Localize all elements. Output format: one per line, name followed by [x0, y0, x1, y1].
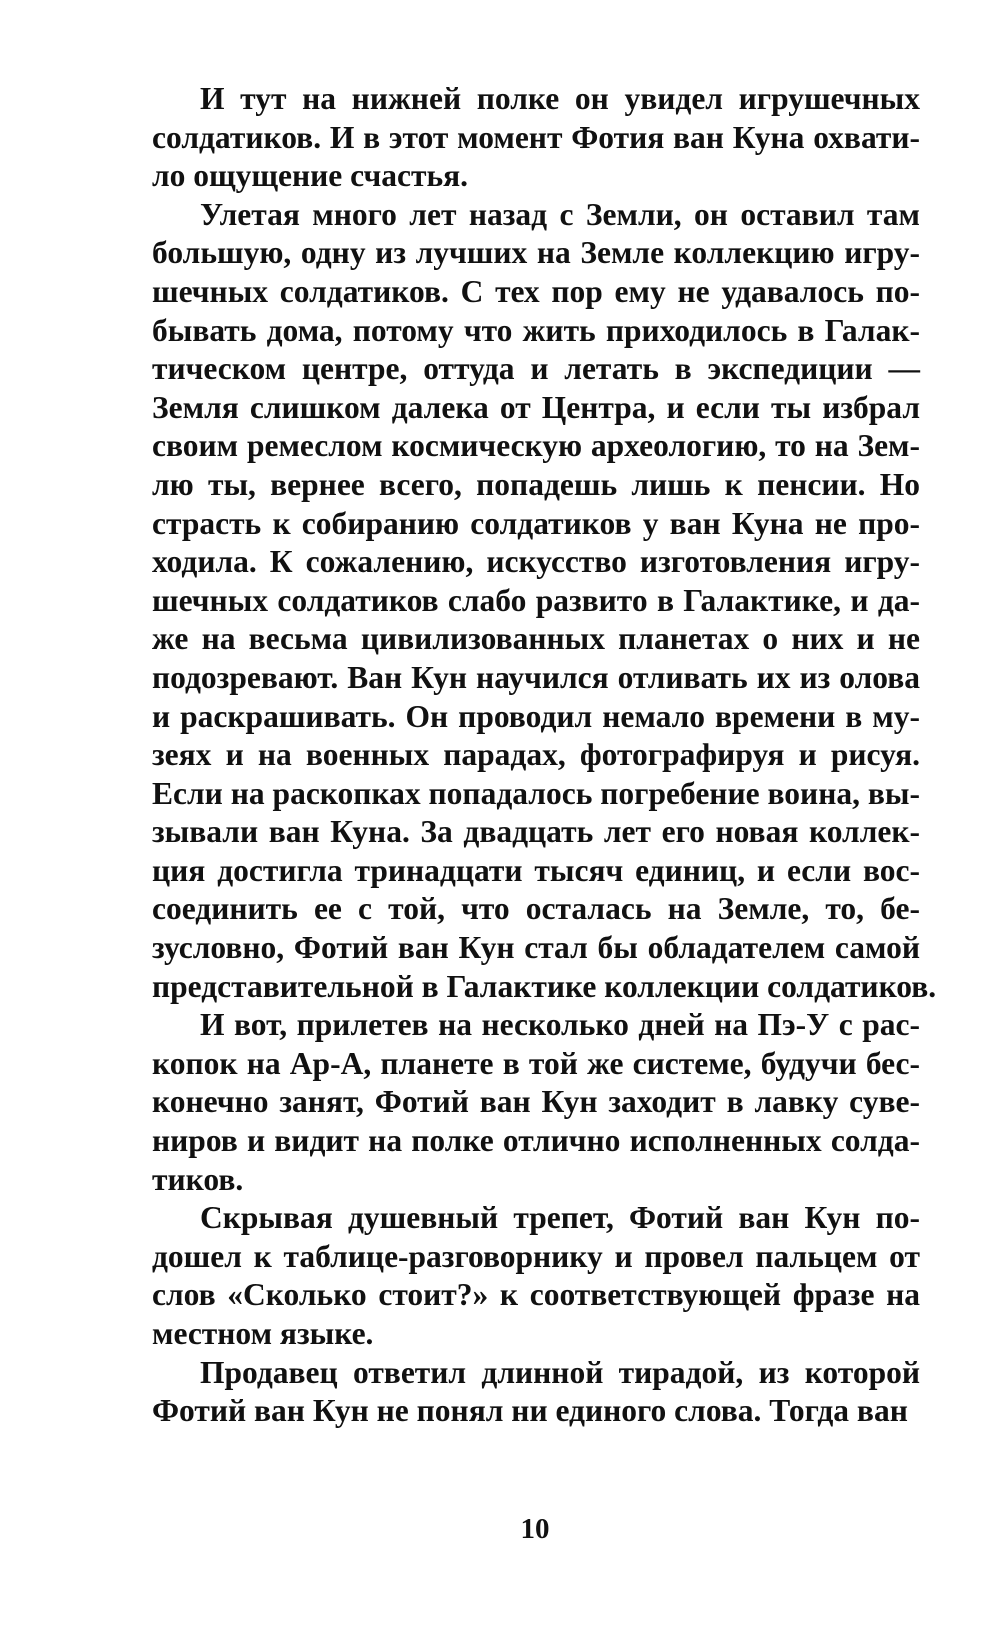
text-line: копок на Ар-А, планете в той же системе, будучи бес-	[152, 1045, 920, 1081]
text-line: шечных солдатиков слабо развито в Галактике, и да-	[152, 582, 920, 618]
text-line: Земля слишком далека от Центра, и если ты избрал	[152, 389, 920, 425]
text-line: местном языке.	[152, 1316, 374, 1351]
text-line: конечно занят, Фотий ван Кун заходит в лавку суве-	[152, 1084, 920, 1120]
text-line: же на весьма цивилизованных планетах о них и не	[152, 621, 920, 657]
text-line: зусловно, Фотий ван Кун стал бы обладателем самой	[152, 930, 920, 966]
paragraph	[152, 196, 937, 1006]
paragraph	[152, 1006, 920, 1199]
text-line: Скрывая душевный трепет, Фотий ван Кун по-	[200, 1200, 920, 1236]
text-line: Фотий ван Кун не понял ни единого слова. Тогда ван	[152, 1393, 908, 1429]
paragraph	[152, 1354, 920, 1431]
text-line: лю ты, вернее всего, попадешь лишь к пенсии. Но	[152, 466, 920, 502]
text-line: соединить ее с той, что осталась на Земле, то, бе-	[152, 891, 920, 927]
page-number: 10	[520, 1513, 550, 1545]
text-line: зывали ван Куна. За двадцать лет его новая коллек-	[152, 814, 920, 850]
text-line: шечных солдатиков. С тех пор ему не удавалось по-	[152, 273, 920, 309]
text-line: ция достигла тринадцати тысяч единиц, и если вос-	[152, 852, 920, 888]
text-line: слов «Сколько стоит?» к соответствующей фразе на	[152, 1277, 920, 1313]
text-line: бывать дома, потому что жить приходилось в Галак-	[152, 312, 920, 348]
body-text	[152, 80, 937, 1431]
text-line: ниров и видит на полке отлично исполненных солда-	[152, 1123, 920, 1159]
text-line: тическом центре, оттуда и летать в экспедиции —	[152, 351, 920, 387]
text-line: своим ремеслом космическую археологию, то на Зем-	[152, 428, 920, 464]
text-line: ло ощущение счастья.	[152, 158, 469, 194]
text-line: тиков.	[152, 1161, 244, 1197]
text-line: и раскрашивать. Он проводил немало времени в му-	[152, 698, 920, 734]
text-line: Улетая много лет назад с Земли, он оставил там	[200, 196, 920, 232]
text-line: солдатиков. И в этот момент Фотия ван Куна охвати-	[152, 119, 920, 155]
text-line: дошел к таблице-разговорнику и провел пальцем от	[152, 1238, 920, 1274]
paragraph	[152, 80, 920, 196]
text-line: представительной в Галактике коллекции солдатиков.	[152, 968, 937, 1004]
text-line: Если на раскопках попадалось погребение воина, вы-	[152, 775, 920, 811]
text-line: зеях и на военных парадах, фотографируя и рисуя.	[152, 737, 920, 773]
text-line: страсть к собиранию солдатиков у ван Куна не про-	[152, 505, 920, 541]
text-line: И тут на нижней полке он увидел игрушечных	[200, 81, 920, 116]
text-line: подозревают. Ван Кун научился отливать их из олова	[152, 659, 920, 695]
paragraph	[152, 1199, 920, 1353]
text-line: Продавец ответил длинной тирадой, из которой	[200, 1354, 920, 1390]
text-line: ходила. К сожалению, искусство изготовления игру-	[152, 544, 920, 580]
text-line: И вот, прилетев на несколько дней на Пэ-У с рас-	[200, 1007, 920, 1043]
text-line: большую, одну из лучших на Земле коллекцию игру-	[152, 235, 920, 271]
